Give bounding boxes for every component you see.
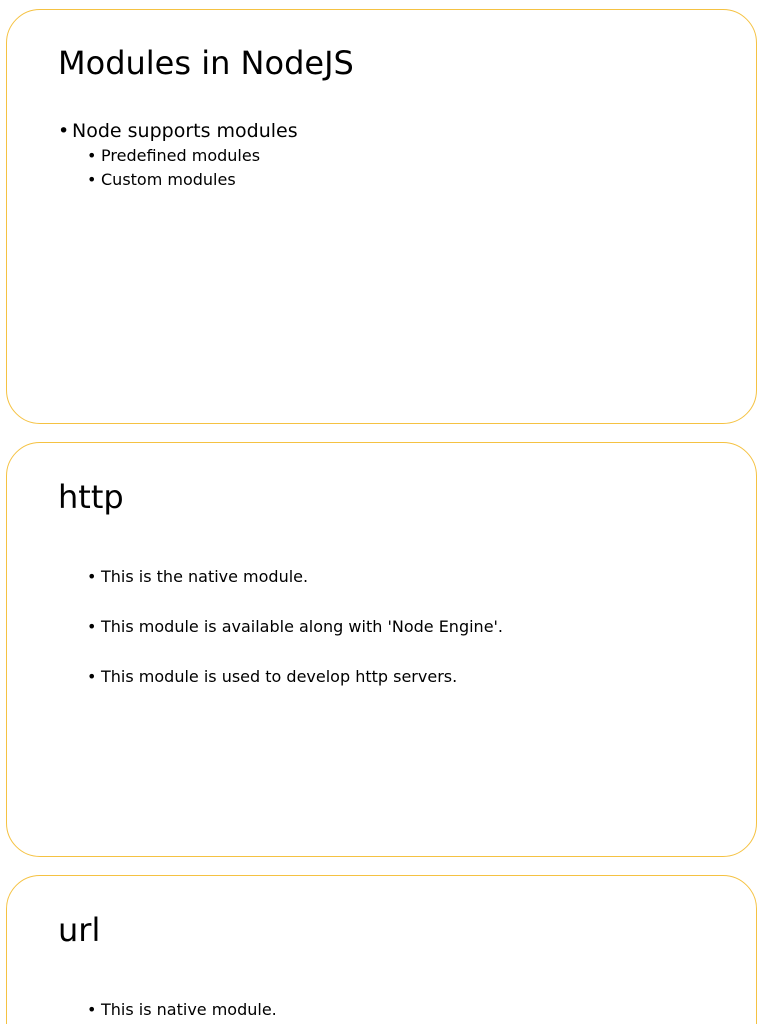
slide-title: http xyxy=(58,478,124,516)
slide-url xyxy=(6,875,757,1024)
sub-bullet-item: • Predefined modules xyxy=(87,144,260,168)
slide-title: Modules in NodeJS xyxy=(58,44,354,82)
slide-modules-in-nodejs xyxy=(6,9,757,424)
bullet-item: • This module is available along with 'Node Engine'. xyxy=(87,615,503,639)
bullet-item: • This is native module. xyxy=(87,998,277,1022)
slide-http xyxy=(6,442,757,857)
slide-title: url xyxy=(58,911,101,949)
bullet-item: • Node supports modules xyxy=(58,118,298,144)
bullet-list xyxy=(87,565,503,715)
sub-bullet-list xyxy=(87,144,260,192)
bullet-list xyxy=(87,998,277,1022)
bullet-item: • This is the native module. xyxy=(87,565,503,589)
bullet-item: • This module is used to develop http servers. xyxy=(87,665,503,689)
sub-bullet-item: • Custom modules xyxy=(87,168,260,192)
